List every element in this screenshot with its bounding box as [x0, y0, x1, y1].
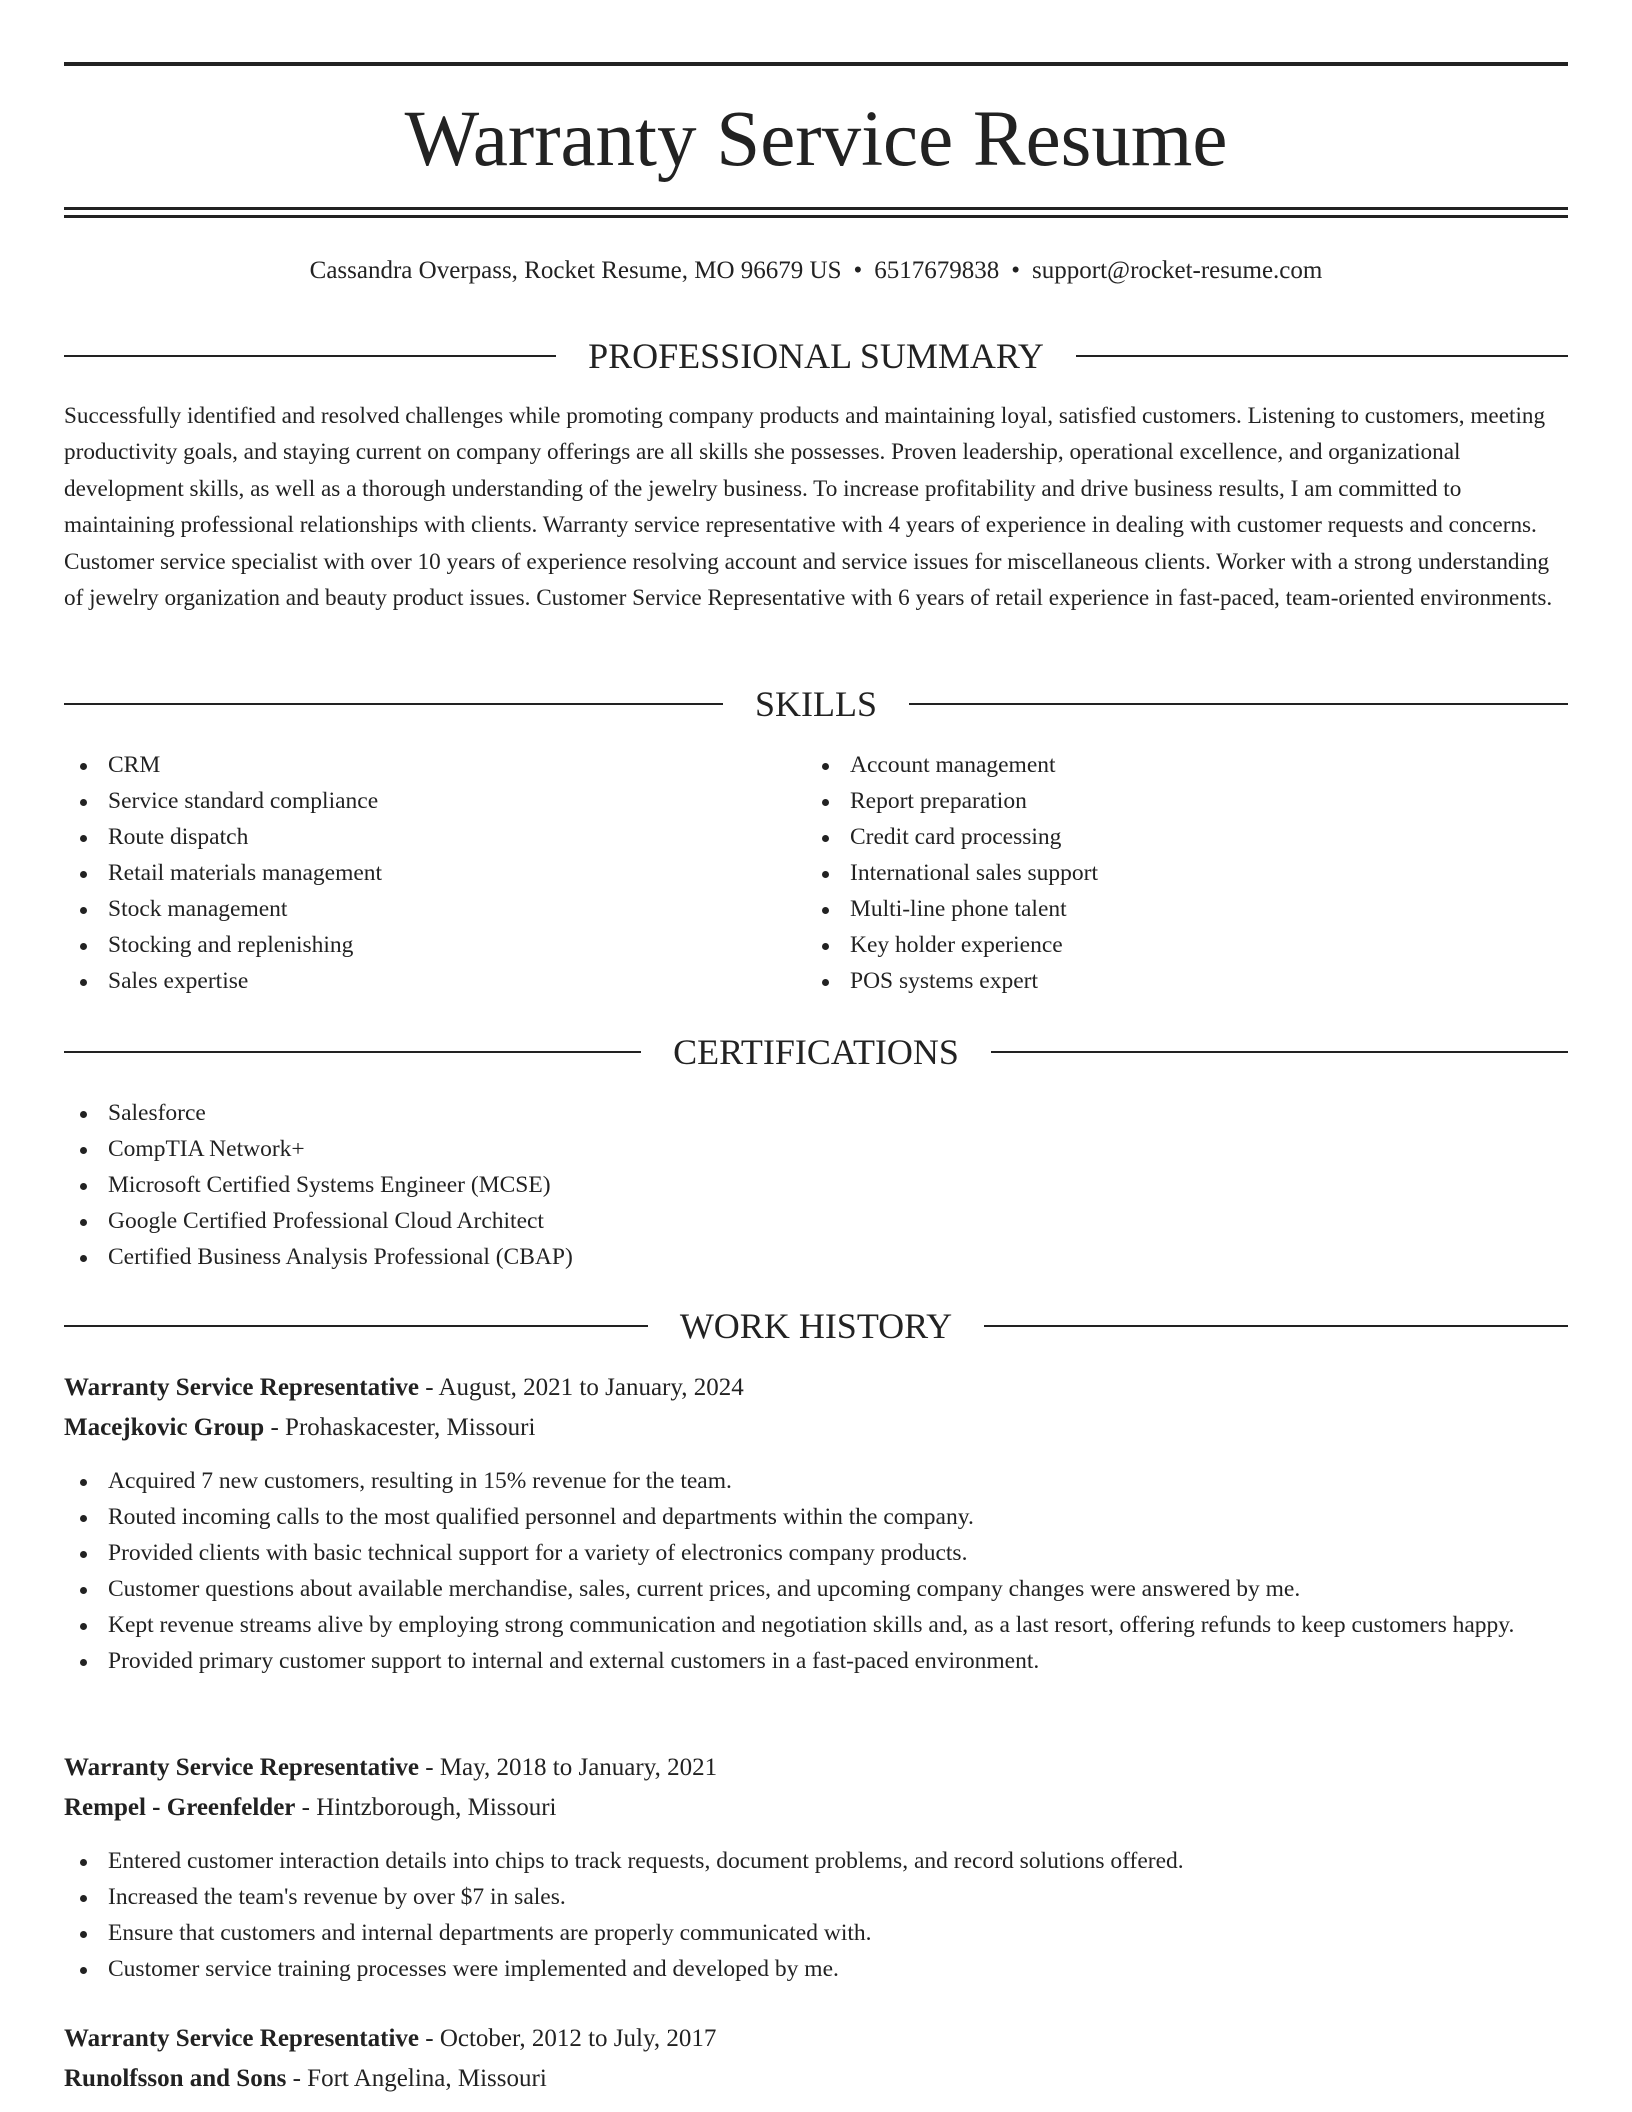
job-bullet-item: Increased the team's revenue by over $7 in sales. — [64, 1879, 1568, 1915]
job-company-line: Rempel - Greenfelder - Hintzborough, Missouri — [64, 1794, 557, 1821]
job-bullet-item: Entered customer interaction details into chips to track requests, document problems, and record solutions offered. — [64, 1843, 1568, 1879]
certification-item: Salesforce — [64, 1095, 1568, 1131]
job-location: Prohaskacester, Missouri — [285, 1414, 536, 1441]
contact-separator: • — [853, 257, 863, 284]
job-dates: May, 2018 to January, 2021 — [439, 1754, 718, 1781]
job-dates: August, 2021 to January, 2024 — [438, 1374, 744, 1401]
skill-item: Account management — [806, 747, 1546, 783]
job-title-line: Warranty Service Representative - May, 2018 to January, 2021 — [64, 1754, 718, 1781]
professional-summary-text: Successfully identified and resolved challenges while promoting company products and maintaining loyal, satisfied customers. Listening to customers, meeting productivity goals, and staying current on company offerings are all skills she possesses. Proven leadership, operational excellence, and organizational development skills, as well as a thorough understanding of the jewelry business. To increase profitability and drive business results, I am committed to maintaining professional relationships with clients. Warranty service representative with 4 years of experience in dealing with customer requests and concerns. Customer service specialist with over 10 years of experience resolving account and service issues for miscellaneous clients. Worker with a strong understanding of jewelry organization and beauty product issues. Customer Service Representative with 6 years of retail experience in fast-paced, team-oriented environments. — [64, 403, 1553, 612]
job-title-line: Warranty Service Representative - August, 2021 to January, 2024 — [64, 1374, 744, 1401]
certifications-section-header — [64, 1030, 1568, 1074]
contact-phone: 6517679838 — [874, 257, 1000, 284]
section-rule-right — [991, 1051, 1568, 1053]
section-title-certifications: CERTIFICATIONS — [673, 1032, 959, 1072]
job-bullet-item: Provided primary customer support to internal and external customers in a fast-paced environment. — [64, 1643, 1568, 1679]
section-rule-right — [909, 703, 1568, 705]
job-title-line: Warranty Service Representative - October, 2012 to July, 2017 — [64, 2025, 717, 2052]
section-title-work-history: WORK HISTORY — [679, 1306, 953, 1346]
job-bullet-item: Customer service training processes were implemented and developed by me. — [64, 1951, 1568, 1987]
section-rule-right — [1076, 355, 1568, 357]
job-company: Macejkovic Group — [64, 1414, 265, 1441]
section-rule-left — [64, 703, 723, 705]
resume-title: Warranty Service Resume — [404, 96, 1228, 183]
skills-section-header — [64, 682, 1568, 726]
skill-item: Credit card processing — [806, 819, 1546, 855]
section-title-skills: SKILLS — [755, 684, 878, 724]
skill-item: Key holder experience — [806, 927, 1546, 963]
section-title-summary: PROFESSIONAL SUMMARY — [588, 336, 1044, 376]
skill-item: International sales support — [806, 855, 1546, 891]
work-history-section-header — [64, 1304, 1568, 1348]
job-bullet-item: Ensure that customers and internal departments are properly communicated with. — [64, 1915, 1568, 1951]
section-rule-right — [984, 1325, 1568, 1327]
contact-line — [64, 255, 1568, 287]
job-company-line: Macejkovic Group - Prohaskacester, Missouri — [64, 1414, 536, 1441]
job-company-line: Runolfsson and Sons - Fort Angelina, Missouri — [64, 2065, 547, 2092]
skill-item: Report preparation — [806, 783, 1546, 819]
job-company: Runolfsson and Sons — [64, 2065, 287, 2092]
job-title: Warranty Service Representative — [64, 1374, 419, 1401]
certification-item: Google Certified Professional Cloud Architect — [64, 1203, 1568, 1239]
section-rule-left — [64, 1325, 648, 1327]
certifications-list — [64, 1095, 1568, 1275]
section-rule-left — [64, 1051, 641, 1053]
job-bullet-item: Provided clients with basic technical support for a variety of electronics company products. — [64, 1535, 1568, 1571]
job-bullets — [64, 1463, 1568, 1679]
job-bullet-item: Routed incoming calls to the most qualified personnel and departments within the company. — [64, 1499, 1568, 1535]
skill-item: Sales expertise — [64, 963, 804, 999]
contact-separator: • — [1011, 257, 1021, 284]
skill-item: CRM — [64, 747, 804, 783]
title-double-rule-lower — [64, 215, 1568, 218]
certification-item: Certified Business Analysis Professional (CBAP) — [64, 1239, 1568, 1275]
job-title: Warranty Service Representative — [64, 1754, 419, 1781]
certification-item: Microsoft Certified Systems Engineer (MCSE) — [64, 1167, 1568, 1203]
job-company: Rempel - Greenfelder — [64, 1794, 296, 1821]
section-rule-left — [64, 355, 556, 357]
skill-item: Retail materials management — [64, 855, 804, 891]
skill-item: Service standard compliance — [64, 783, 804, 819]
summary-section-header — [64, 334, 1568, 378]
job-location: Fort Angelina, Missouri — [307, 2065, 547, 2092]
top-rule — [64, 62, 1568, 66]
skills-list-left — [64, 747, 804, 999]
job-bullet-item: Acquired 7 new customers, resulting in 15% revenue for the team. — [64, 1463, 1568, 1499]
skills-list-right — [806, 747, 1546, 999]
job-bullets — [64, 1843, 1568, 1987]
skill-item: POS systems expert — [806, 963, 1546, 999]
certification-item: CompTIA Network+ — [64, 1131, 1568, 1167]
job-bullet-item: Kept revenue streams alive by employing strong communication and negotiation skills and, as a last resort, offering refunds to keep customers happy. — [64, 1607, 1568, 1643]
contact-email: support@rocket-resume.com — [1032, 257, 1323, 284]
skill-item: Multi-line phone talent — [806, 891, 1546, 927]
job-bullet-item: Customer questions about available merchandise, sales, current prices, and upcoming company changes were answered by me. — [64, 1571, 1568, 1607]
contact-address: Cassandra Overpass, Rocket Resume, MO 96679 US — [309, 257, 842, 284]
job-location: Hintzborough, Missouri — [316, 1794, 557, 1821]
job-dates: October, 2012 to July, 2017 — [439, 2025, 717, 2052]
job-title: Warranty Service Representative — [64, 2025, 419, 2052]
skill-item: Route dispatch — [64, 819, 804, 855]
skill-item: Stock management — [64, 891, 804, 927]
skill-item: Stocking and replenishing — [64, 927, 804, 963]
title-double-rule-upper — [64, 207, 1568, 210]
